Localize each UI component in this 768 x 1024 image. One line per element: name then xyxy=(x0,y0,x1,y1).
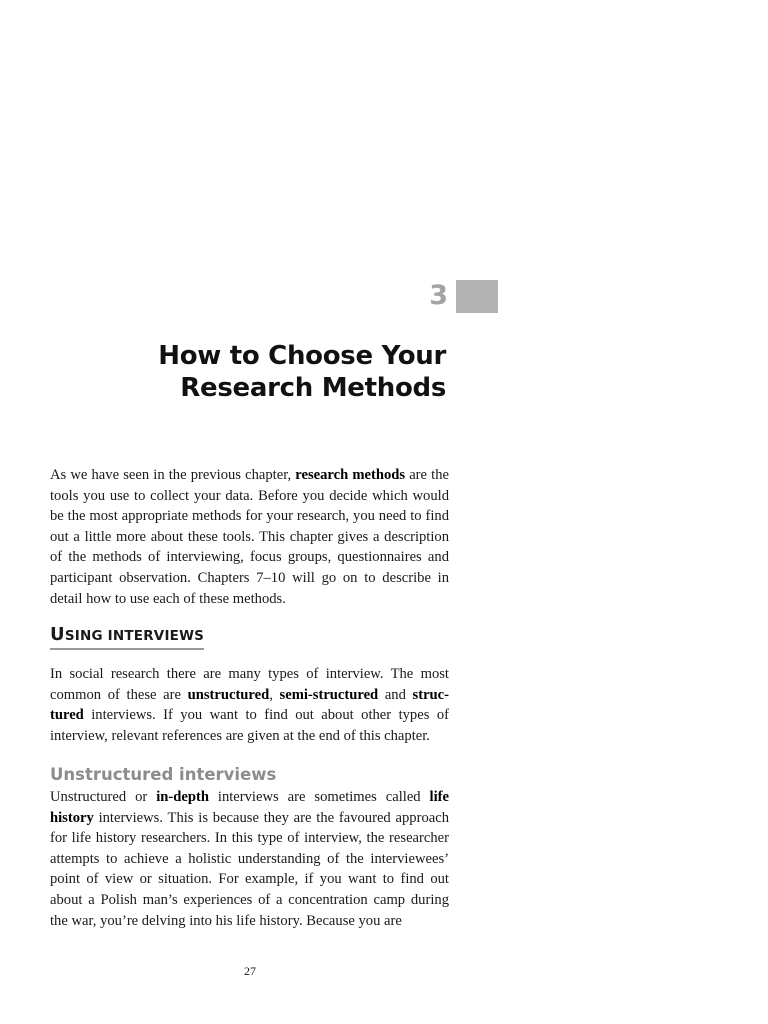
section-text-4: interviews. If you want to find out about other types of interview, relevant references are given at the end of this chapter. xyxy=(50,707,449,744)
chapter-number: 3 xyxy=(429,280,448,311)
subsection-text-1: Unstructured or xyxy=(50,789,157,805)
intro-bold-research-methods: research methods xyxy=(295,467,406,483)
chapter-marker-block xyxy=(456,280,498,313)
intro-paragraph xyxy=(50,465,449,609)
subsection-text-3: interviews. This is because they are the favoured approach for life history researchers. In this type of interview, the researcher attempts to achieve a holistic understanding of the interviewees’ point of view or situation. For example, if you want to find out about a Polish man’s experiences of a concentration camp during the war, you’re delving into his life history. Because you are xyxy=(50,809,449,929)
section-heading-rest: SING INTERVIEWS xyxy=(64,628,205,644)
section-text-2: , xyxy=(269,686,280,703)
section-text-1: In social research there are many types of interview. The most common of these are xyxy=(50,666,449,703)
section-heading-using-interviews xyxy=(50,623,204,650)
section-heading-initial: U xyxy=(50,624,65,645)
subsection-heading-unstructured-interviews: Unstructured interviews xyxy=(50,765,277,784)
bold-structured: struc-tured xyxy=(50,686,450,724)
subsection-paragraph xyxy=(50,787,449,931)
bold-unstructured: unstructured xyxy=(187,686,270,703)
bold-semi-structured: semi-structured xyxy=(279,686,379,703)
section-text-3: and xyxy=(378,686,413,703)
chapter-title-line-2: Research Methods xyxy=(180,373,446,403)
page-number: 27 xyxy=(244,964,256,978)
bold-life-history: life history xyxy=(50,789,449,826)
subsection-text-2: interviews are sometimes called xyxy=(208,789,430,805)
chapter-title-line-1: How to Choose Your xyxy=(158,341,446,371)
intro-text-1: As we have seen in the previous chapter, xyxy=(50,467,296,483)
chapter-title xyxy=(60,340,446,404)
intro-text-2: are the tools you use to collect your data. Before you decide which would be the most appropriate methods for your research, you need to find out a little more about these tools. This chapter gives a description of the methods of interviewing, focus groups, questionnaires and participant observation. Chapters 7–10 will go on to describe in detail how to use each of these methods. xyxy=(50,467,449,607)
bold-in-depth: in-depth xyxy=(156,789,209,805)
section-paragraph xyxy=(50,664,449,746)
